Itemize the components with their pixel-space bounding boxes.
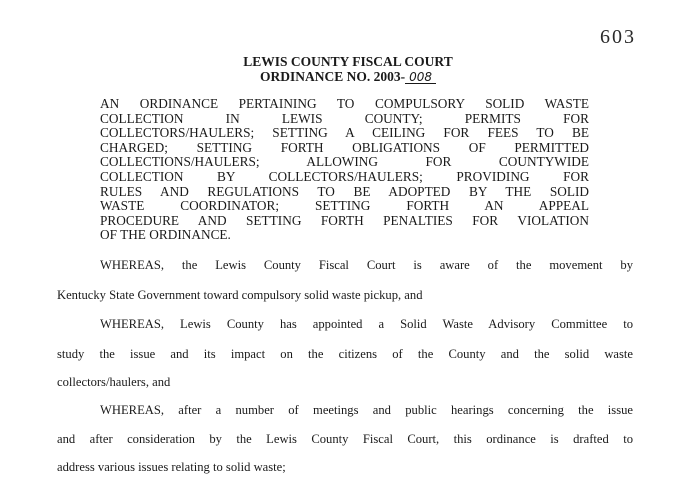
- whereas-2-line-2: study the issue and its impact on the citizens of the County and the solid waste: [57, 347, 633, 361]
- ordinance-prefix: ORDINANCE NO. 2003-: [259, 69, 406, 84]
- court-name: LEWIS COUNTY FISCAL COURT: [243, 54, 453, 69]
- title-line: WASTE COORDINATOR; SETTING FORTH AN APPEAL: [100, 198, 589, 214]
- whereas-3-line-1: WHEREAS, after a number of meetings and public hearings concerning the issue: [100, 403, 633, 417]
- title-line: COLLECTION BY COLLECTORS/HAULERS; PROVIDING FOR: [100, 168, 589, 184]
- ordinance-number-line: [0, 69, 696, 84]
- title-line: OF THE ORDINANCE.: [100, 227, 231, 243]
- whereas-2-line-1: WHEREAS, Lewis County has appointed a Solid Waste Advisory Committee to: [100, 317, 633, 331]
- whereas-1-line-1: WHEREAS, the Lewis County Fiscal Court is aware of the movement by: [100, 258, 633, 272]
- whereas-3-line-2: and after consideration by the Lewis County Fiscal Court, this ordinance is drafted to: [57, 432, 633, 446]
- title-line: COLLECTION IN LEWIS COUNTY; PERMITS FOR: [100, 110, 589, 126]
- whereas-1-line-2: Kentucky State Government toward compulsory solid waste pickup, and: [57, 288, 423, 302]
- handwritten-ordinance-number: 008: [405, 71, 436, 84]
- ordinance-title: [100, 97, 589, 243]
- title-line: COLLECTORS/HAULERS; SETTING A CEILING FOR FEES TO BE: [100, 125, 589, 141]
- page-number: 603: [600, 26, 636, 48]
- whereas-3-line-3: address various issues relating to solid waste;: [57, 460, 286, 474]
- title-line: CHARGED; SETTING FORTH OBLIGATIONS OF PERMITTED: [100, 139, 589, 155]
- title-line: COLLECTIONS/HAULERS; ALLOWING FOR COUNTYWIDE: [100, 154, 589, 170]
- title-line: RULES AND REGULATIONS TO BE ADOPTED BY THE SOLID: [100, 183, 589, 199]
- title-line: PROCEDURE AND SETTING FORTH PENALTIES FOR VIOLATION: [100, 212, 589, 228]
- whereas-2-line-3: collectors/haulers, and: [57, 375, 171, 389]
- title-line: AN ORDINANCE PERTAINING TO COMPULSORY SOLID WASTE: [100, 96, 589, 111]
